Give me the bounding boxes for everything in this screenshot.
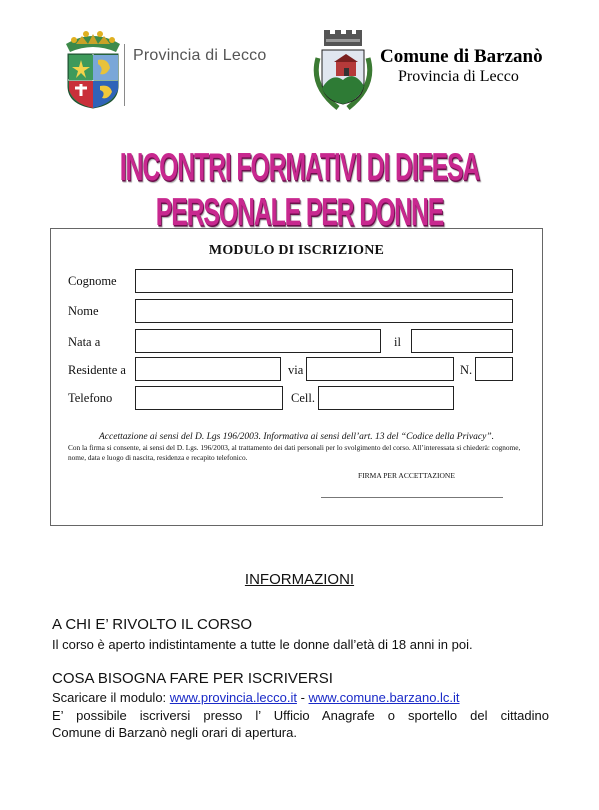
street-number-field[interactable]	[475, 357, 513, 381]
cognome-label: Cognome	[68, 274, 117, 288]
download-line	[52, 690, 460, 705]
comune-name: Comune di Barzanò	[380, 46, 543, 67]
residente-a-label: Residente a	[68, 363, 126, 377]
link-separator: -	[300, 690, 305, 705]
provincia-link[interactable]: www.provincia.lecco.it	[169, 690, 297, 705]
nata-a-label: Nata a	[68, 335, 101, 349]
form-title: MODULO DI ISCRIZIONE	[208, 243, 385, 258]
signature-line[interactable]	[321, 497, 503, 498]
signature-label: FIRMA PER ACCETTAZIONE	[358, 471, 455, 480]
cognome-field[interactable]	[135, 269, 513, 293]
privacy-heading: Accettazione ai sensi del D. Lgs 196/2003. Informativa ai sensi dell’art. 13 del “Codice della Privacy”.	[99, 432, 494, 442]
registration-form	[50, 228, 543, 526]
register-location-text: E’ possibile iscriversi presso l’ Ufficio Anagrafe o sportello del cittadino	[52, 708, 549, 723]
nome-field[interactable]	[135, 299, 513, 323]
birthdate-field[interactable]	[411, 329, 513, 353]
comune-link[interactable]: www.comune.barzano.lc.it	[308, 690, 460, 705]
cell-label: Cell.	[291, 391, 315, 405]
comune-province: Provincia di Lecco	[398, 68, 519, 85]
telefono-label: Telefono	[68, 391, 113, 405]
target-section-text: Il corso è aperto indistintamente a tutte le donne dall’età di 18 anni in poi.	[52, 637, 473, 652]
provincia-coat-of-arms	[62, 24, 124, 110]
register-hours-text: Comune di Barzanò negli orari di apertura.	[52, 725, 297, 740]
birthplace-field[interactable]	[135, 329, 381, 353]
residence-city-field[interactable]	[135, 357, 281, 381]
via-label: via	[288, 363, 304, 377]
privacy-text: Con la firma si consente, ai sensi del D. Lgs. 196/2003, al trattamento dei dati personali per lo svolgimento del corso. All’interessata si chiederà: cognome, nome, data e luogo di nascita, residenza e recapito telefonico.	[68, 443, 521, 462]
il-label: il	[394, 335, 401, 349]
info-heading: INFORMAZIONI	[244, 571, 355, 588]
nome-label: Nome	[68, 304, 99, 318]
comune-coat-of-arms	[308, 28, 378, 112]
cell-field[interactable]	[318, 386, 454, 410]
register-section-title: COSA BISOGNA FARE PER ISCRIVERSI	[52, 670, 333, 687]
page-headline: INCONTRI FORMATIVI DI DIFESA PERSONALE PER DONNE	[119, 145, 480, 234]
logo-divider	[124, 44, 125, 106]
provincia-logo-text: Provincia di Lecco	[133, 47, 267, 64]
download-prefix: Scaricare il modulo:	[52, 690, 167, 705]
phone-field[interactable]	[135, 386, 283, 410]
street-field[interactable]	[306, 357, 454, 381]
number-label: N.	[460, 363, 473, 377]
target-section-title: A CHI E’ RIVOLTO IL CORSO	[52, 616, 253, 633]
